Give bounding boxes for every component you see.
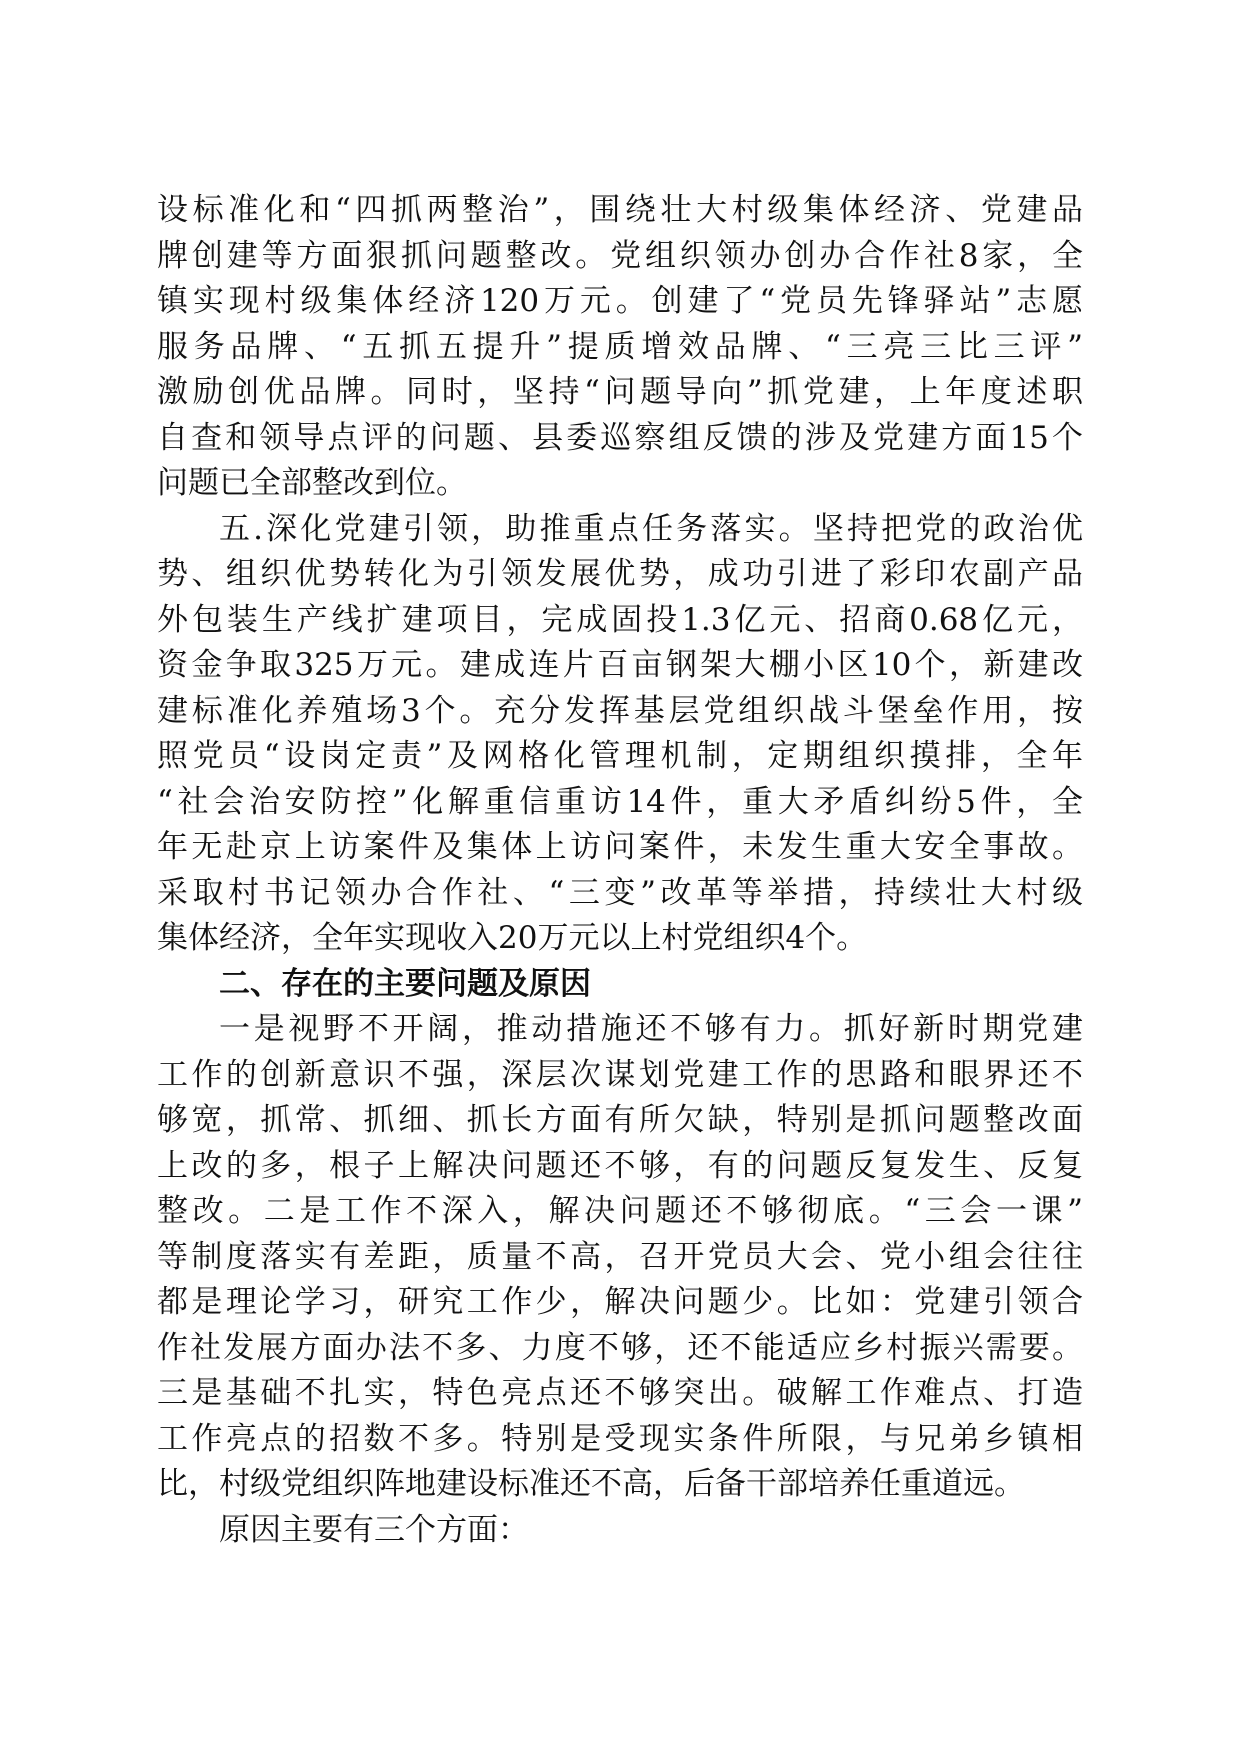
text-line: 设标准化和“四抓两整治”，围绕壮大村级集体经济、党建品 (157, 192, 1083, 228)
text-line: 激励创优品牌。同时，坚持“问题导向”抓党建，上年度述职 (157, 374, 1083, 410)
section-heading: 二、存在的主要问题及原因 (219, 965, 591, 1002)
text-line: 服务品牌、“五抓五提升”提质增效品牌、“三亮三比三评” (157, 328, 1083, 365)
text-line: 原因主要有三个方面： (219, 1511, 529, 1548)
text-line: 工作亮点的招数不多。特别是受现实条件所限，与兄弟乡镇相 (157, 1420, 1083, 1457)
text-line: 建标准化养殖场3个。充分发挥基层党组织战斗堡垒作用，按 (157, 692, 1083, 729)
text-line: 集体经济，全年实现收入20万元以上村党组织4个。 (157, 920, 868, 956)
text-line: 整改。二是工作不深入，解决问题还不够彻底。“三会一课” (157, 1193, 1083, 1229)
paragraph-main-problems (157, 1007, 1083, 1508)
paragraph-deepen-party-leadership (157, 507, 1083, 962)
text-line: 比，村级党组织阵地建设标准还不高，后备干部培养任重道远。 (157, 1466, 1025, 1502)
text-line: 牌创建等方面狠抓问题整改。党组织领办创办合作社8家，全 (157, 237, 1083, 274)
text-line: 外包装生产线扩建项目，完成固投1.3亿元、招商0.68亿元， (157, 601, 1083, 638)
text-line: 自查和领导点评的问题、县委巡察组反馈的涉及党建方面15个 (157, 419, 1083, 456)
text-line: “社会治安防控”化解重信重访14件，重大矛盾纠纷5件，全 (157, 783, 1083, 820)
text-line: 镇实现村级集体经济120万元。创建了“党员先锋驿站”志愿 (157, 283, 1083, 319)
text-line: 上改的多，根子上解决问题还不够，有的问题反复发生、反复 (157, 1147, 1083, 1184)
text-line: 够宽，抓常、抓细、抓长方面有所欠缺，特别是抓问题整改面 (157, 1102, 1083, 1138)
text-line: 采取村书记领办合作社、“三变”改革等举措，持续壮大村级 (157, 874, 1083, 911)
text-line: 年无赴京上访案件及集体上访问案件，未发生重大安全事故。 (157, 829, 1083, 865)
text-line: 等制度落实有差距，质量不高，召开党员大会、党小组会往往 (157, 1238, 1083, 1275)
text-line: 一是视野不开阔，推动措施还不够有力。抓好新时期党建 (219, 1011, 1083, 1047)
text-line: 三是基础不扎实，特色亮点还不够突出。破解工作难点、打造 (157, 1375, 1083, 1411)
paragraph-party-brand-rectification (157, 188, 1083, 507)
text-line: 作社发展方面办法不多、力度不够，还不能适应乡村振兴需要。 (157, 1329, 1083, 1366)
text-line: 问题已全部整改到位。 (157, 465, 467, 501)
text-line: 五.深化党建引领，助推重点任务落实。坚持把党的政治优 (219, 510, 1083, 547)
text-line: 资金争取325万元。建成连片百亩钢架大棚小区10个，新建改 (157, 647, 1083, 683)
paragraph-causes-intro (157, 1508, 1083, 1554)
text-line: 都是理论学习，研究工作少，解决问题少。比如：党建引领合 (157, 1284, 1083, 1320)
text-line: 照党员“设岗定责”及网格化管理机制，定期组织摸排，全年 (157, 738, 1083, 774)
text-line: 工作的创新意识不强，深层次谋划党建工作的思路和眼界还不 (157, 1056, 1083, 1093)
text-line: 势、组织优势转化为引领发展优势，成功引进了彩印农副产品 (157, 556, 1083, 592)
document-body (157, 188, 1083, 1553)
